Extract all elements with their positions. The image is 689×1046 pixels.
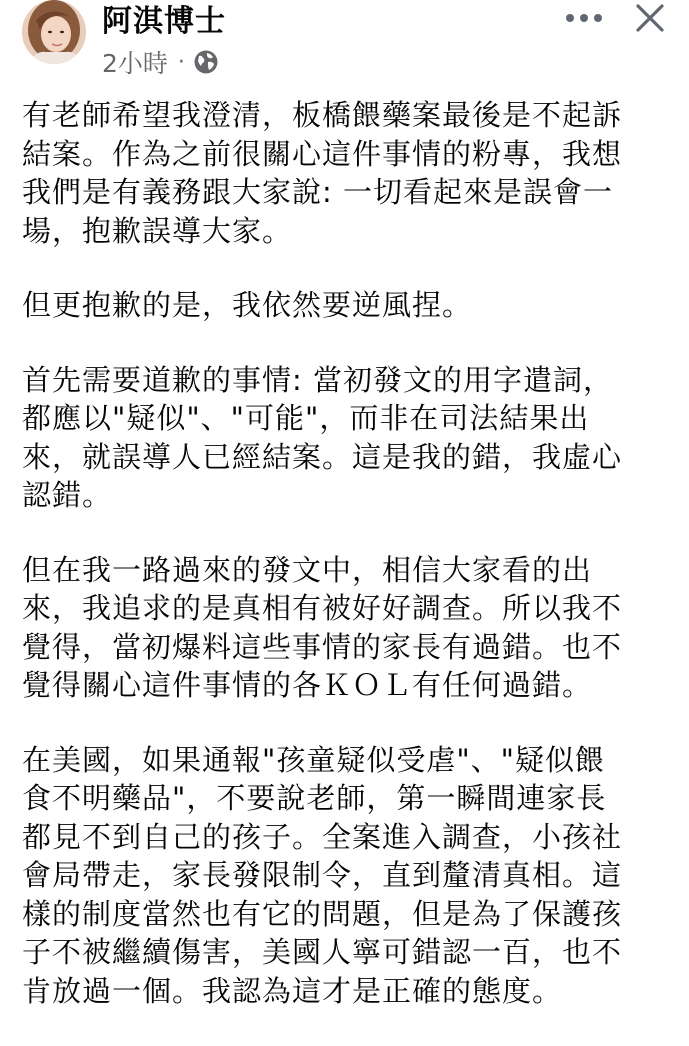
post-paragraph: 但在我一路過來的發文中，相信大家看的出 來，我追求的是真相有被好好調查。所以我不 覺得，當初爆料這些事情的家長有過錯。也不 覺得關心這件事情的各ＫＯＬ有任何過錯。 bbox=[22, 552, 623, 702]
close-button[interactable] bbox=[628, 0, 672, 40]
meta-separator: · bbox=[177, 49, 185, 75]
more-options-button[interactable] bbox=[556, 2, 616, 34]
post-paragraph: 但更抱歉的是，我依然要逆風捏。 bbox=[22, 288, 473, 322]
post-paragraph: 在美國，如果通報"孩童疑似受虐"、"疑似餵 食不明藥品"，不要說老師，第一瞬間連家長 都見不到自己的孩子。全案進入調查，小孩社 會局帶走，家長發限制令，直到釐清真相。這 樣的制度當然也有它的問題，但是為了保護孩 子不被繼續傷害，美國人寧可錯認一百，也不 肯放過一個。我認為這才是正確的態度。 bbox=[22, 742, 623, 1008]
post-meta bbox=[102, 46, 219, 78]
post-header bbox=[0, 0, 689, 90]
post-body bbox=[22, 96, 672, 1046]
globe-icon[interactable] bbox=[193, 49, 219, 75]
avatar[interactable] bbox=[22, 0, 86, 64]
post-paragraph: 首先需要道歉的事情: 當初發文的用字遣詞， 都應以"疑似"、"可能"，而非在司法結果出 來，就誤導人已經結案。這是我的錯，我虛心 認錯。 bbox=[22, 362, 623, 512]
post-timestamp[interactable]: 2小時 bbox=[102, 49, 168, 78]
author-name[interactable]: 阿淇博士 bbox=[102, 4, 226, 39]
close-icon bbox=[628, 0, 672, 40]
more-options-icon bbox=[556, 2, 616, 34]
post-paragraph: 有老師希望我澄清，板橋餵藥案最後是不起訴 結案。作為之前很關心這件事情的粉專，我想 我們是有義務跟大家說: 一切看起來是誤會一 場，抱歉誤導大家。 bbox=[22, 98, 623, 248]
avatar-photo bbox=[22, 0, 86, 64]
